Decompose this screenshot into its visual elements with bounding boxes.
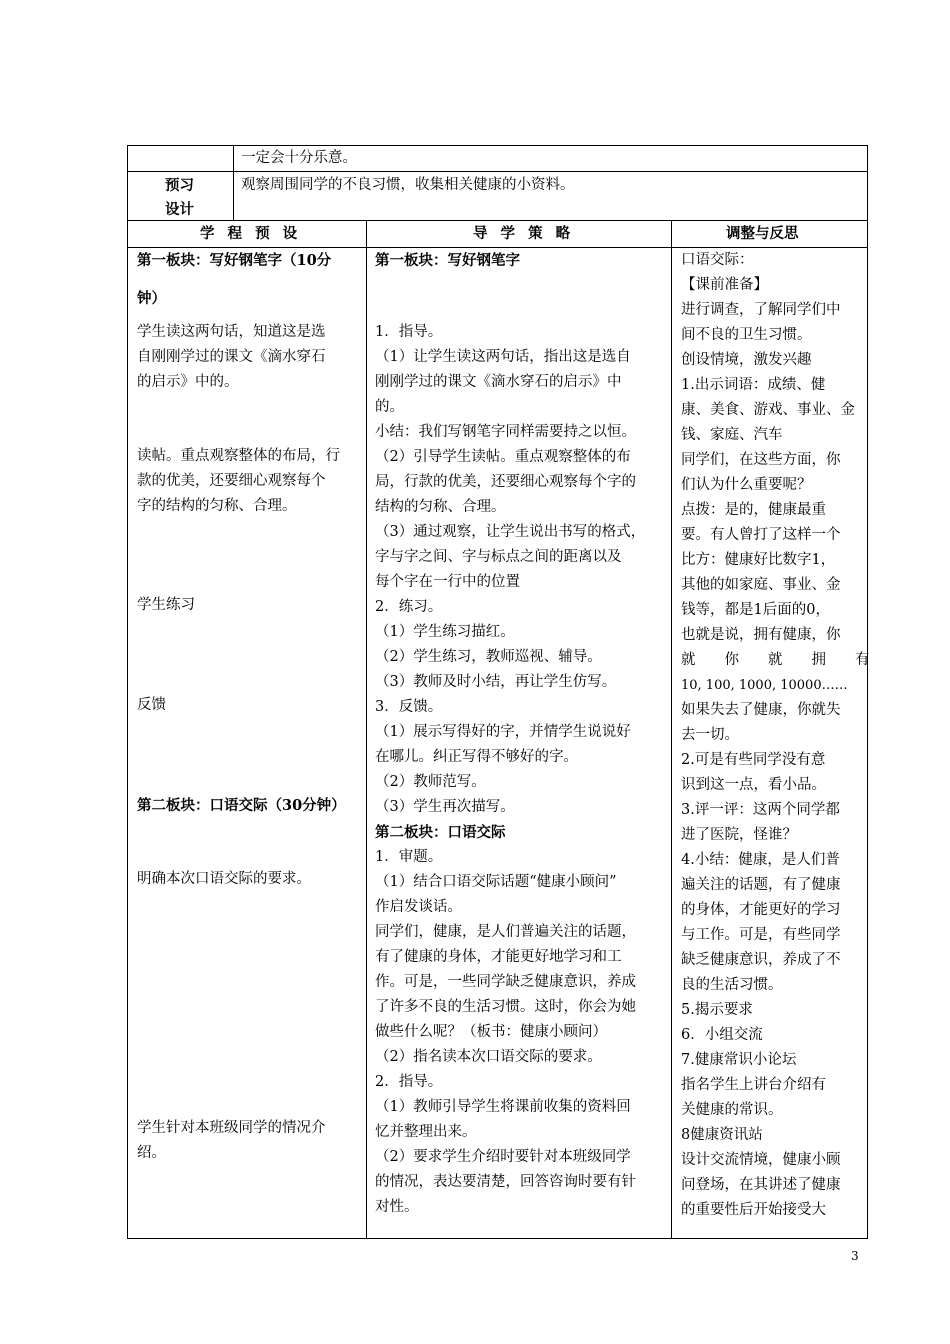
col2-line: 刚刚学过的课文《滴水穿石的启示》中 <box>375 374 622 390</box>
col2-line: 了许多不良的生活习惯。这时，你会为她 <box>375 999 636 1015</box>
col2-line: 有了健康的身体，才能更好地学习和工 <box>375 949 622 965</box>
col3-line: 【课前准备】 <box>681 277 768 293</box>
col2-line: （1）让学生读这两句话，指出这是选自 <box>375 349 631 365</box>
col2-line: （1）展示写得好的字，并情学生说说好 <box>375 724 631 740</box>
col2-line: （1）教师引导学生将课前收集的资料回 <box>375 1099 631 1115</box>
col2-line: （3）教师及时小结，再让学生仿写。 <box>375 674 617 690</box>
col3-line: 缺乏健康意识，养成了不 <box>681 952 841 968</box>
header-col2: 导 学 策 略 <box>473 225 575 242</box>
col2-line: 2．指导。 <box>375 1074 443 1090</box>
col3-line: 关健康的常识。 <box>681 1102 783 1118</box>
col3-line: 8健康资讯站 <box>681 1127 763 1143</box>
preview-row1-text: 一定会十分乐意。 <box>241 150 357 166</box>
col1-line: 学生读这两句话，知道这是选 <box>137 324 326 340</box>
col3-line: 们认为什么重要呢？ <box>681 477 812 493</box>
col2-line: 第一板块：写好钢笔字 <box>375 252 520 269</box>
preview-label-line1: 预习 <box>165 177 194 194</box>
col1-line: 款的优美，还要细心观察每个 <box>137 473 326 489</box>
col3-line: 2.可是有些同学没有意 <box>681 752 826 768</box>
col2-line: （3）通过观察，让学生说出书写的格式， <box>375 524 646 540</box>
col1-line: 学生练习 <box>137 597 195 613</box>
col3-line: 比方：健康好比数字1， <box>681 552 836 568</box>
page-number: 3 <box>851 1249 859 1263</box>
col2-line: （2）引导学生读帖。重点观察整体的布 <box>375 449 631 465</box>
col2-line: 1．指导。 <box>375 324 443 340</box>
col2-line: 1．审题。 <box>375 849 443 865</box>
col3-line: 良的生活习惯。 <box>681 977 783 993</box>
col1-line: 明确本次口语交际的要求。 <box>137 871 311 887</box>
col3-line: 进了医院，怪谁？ <box>681 827 797 843</box>
preview-table <box>127 145 868 221</box>
col2-line: （2）要求学生介绍时要针对本班级同学 <box>375 1149 631 1165</box>
col2-line: 同学们，健康，是人们普遍关注的话题， <box>375 924 636 940</box>
col3-line: 进行调查，了解同学们中 <box>681 302 841 318</box>
col3-line: 的身体，才能更好的学习 <box>681 902 841 918</box>
col2-line: 忆并整理出来。 <box>375 1124 477 1140</box>
col2-line: 3．反馈。 <box>375 699 443 715</box>
col2-line: 对性。 <box>375 1199 419 1215</box>
col3-line: 6．小组交流 <box>681 1027 763 1043</box>
col3-line: 识到这一点，看小品。 <box>681 777 826 793</box>
lesson-plan-table <box>127 220 868 1239</box>
col3-line: 设计交流情境，健康小顾 <box>681 1152 841 1168</box>
col3-line: 1.出示词语：成绩、健 <box>681 377 826 393</box>
col2-line: 第二板块：口语交际 <box>375 824 506 841</box>
col3-line: 如果失去了健康，你就失 <box>681 702 841 718</box>
col2-line: （3）学生再次描写。 <box>375 799 515 815</box>
header-col3: 调整与反思 <box>726 225 799 242</box>
col1-line: 读帖。重点观察整体的布局，行 <box>137 448 340 464</box>
col1-line: 第二板块：口语交际（30分钟） <box>137 797 346 814</box>
col1-line: 自刚刚学过的课文《滴水穿石 <box>137 349 326 365</box>
preview-row2-text: 观察周围同学的不良习惯，收集相关健康的小资料。 <box>241 177 575 193</box>
col2-line: （2）教师范写。 <box>375 774 486 790</box>
col2-line: 在哪儿。纠正写得不够好的字。 <box>375 749 578 765</box>
col3-line: 3.评一评：这两个同学都 <box>681 802 840 818</box>
col3-line: 其他的如家庭、事业、金 <box>681 577 841 593</box>
col1-line: 学生针对本班级同学的情况介 <box>137 1120 326 1136</box>
col2-line: （2）学生练习，教师巡视、辅导。 <box>375 649 602 665</box>
col1-line: 第一板块：写好钢笔字（10分 <box>137 252 332 269</box>
col3-line: 4.小结：健康，是人们普 <box>681 852 840 868</box>
col2-line: 字与字之间、字与标点之间的距离以及 <box>375 549 622 565</box>
col3-line: 口语交际： <box>681 252 754 268</box>
col1-line: 绍。 <box>137 1145 166 1161</box>
col2-line: 局，行款的优美，还要细心观察每个字的 <box>375 474 636 490</box>
column-divider-2 <box>671 221 672 1238</box>
col3-line: 去一切。 <box>681 727 739 743</box>
column-divider-1 <box>366 221 367 1238</box>
col2-line: 结构的匀称、合理。 <box>375 499 506 515</box>
col3-line: 钱、家庭、汽车 <box>681 427 783 443</box>
col2-line: （2）指名读本次口语交际的要求。 <box>375 1049 602 1065</box>
col2-line: 每个字在一行中的位置 <box>375 574 520 590</box>
col2-line: 作启发谈话。 <box>375 899 462 915</box>
col3-line: 就 你 就 拥 有 <box>681 652 870 668</box>
col1-line: 的启示》中的。 <box>137 374 239 390</box>
col3-line: 要。有人曾打了这样一个 <box>681 527 841 543</box>
col3-line: 间不良的卫生习惯。 <box>681 327 812 343</box>
preview-label-line2: 设计 <box>165 201 194 218</box>
col2-line: 的情况，表达要清楚，回答咨询时要有针 <box>375 1174 636 1190</box>
col2-line: 做些什么呢？（板书：健康小顾问） <box>375 1024 607 1040</box>
col2-line: （1）学生练习描红。 <box>375 624 515 640</box>
col3-line: 同学们，在这些方面，你 <box>681 452 841 468</box>
col3-line: 指名学生上讲台介绍有 <box>681 1077 826 1093</box>
col1-line: 字的结构的匀称、合理。 <box>137 498 297 514</box>
col3-line: 10, 100, 1000, 10000…… <box>681 678 848 693</box>
col3-line: 钱等，都是1后面的0， <box>681 602 830 618</box>
col2-line: 的。 <box>375 399 404 415</box>
col1-line: 钟） <box>137 290 166 307</box>
preview-table-row-separator <box>128 171 867 172</box>
col2-line: 2．练习。 <box>375 599 443 615</box>
preview-table-divider <box>233 146 234 220</box>
col3-line: 问登场，在其讲述了健康 <box>681 1177 841 1193</box>
header-col1: 学 程 预 设 <box>200 225 302 242</box>
col3-line: 7.健康常识小论坛 <box>681 1052 797 1068</box>
col3-line: 康、美食、游戏、事业、金 <box>681 402 855 418</box>
col3-line: 遍关注的话题，有了健康 <box>681 877 841 893</box>
col3-line: 的重要性后开始接受大 <box>681 1202 826 1218</box>
col3-line: 创设情境，激发兴趣 <box>681 352 812 368</box>
col3-line: 5.揭示要求 <box>681 1002 753 1018</box>
col2-line: 小结：我们写钢笔字同样需要持之以恒。 <box>375 424 636 440</box>
col3-line: 点拨：是的，健康最重 <box>681 502 826 518</box>
col1-line: 反馈 <box>137 697 166 713</box>
col2-line: 作。可是，一些同学缺乏健康意识，养成 <box>375 974 636 990</box>
col2-line: （1）结合口语交际话题“健康小顾问” <box>375 874 617 890</box>
col3-line: 与工作。可是，有些同学 <box>681 927 841 943</box>
col3-line: 也就是说，拥有健康，你 <box>681 627 841 643</box>
